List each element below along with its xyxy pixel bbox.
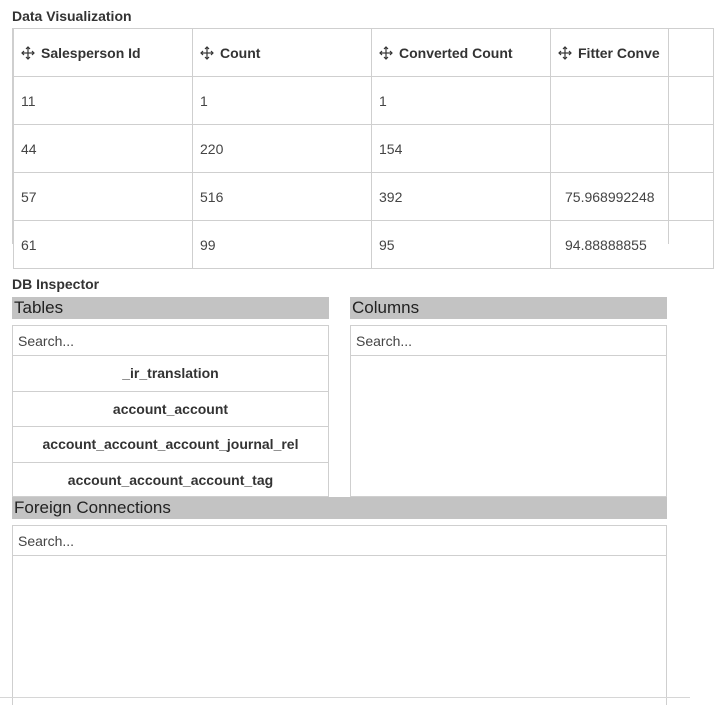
table-row	[14, 221, 714, 269]
columns-search-input[interactable]	[351, 326, 666, 356]
move-icon[interactable]	[558, 46, 572, 60]
tables-search-input[interactable]	[13, 326, 328, 356]
column-header-label: Fitter Conve	[578, 44, 660, 61]
table-row	[14, 77, 714, 125]
column-header-salesperson-id[interactable]	[14, 29, 193, 77]
table-list-item[interactable]: _ir_translation	[13, 356, 328, 392]
table-cell: 220	[193, 125, 372, 173]
table-cell: 94.88888855	[551, 221, 714, 269]
column-header-count[interactable]	[193, 29, 372, 77]
table-cell: 61	[14, 221, 193, 269]
move-icon[interactable]	[200, 46, 214, 60]
column-header-label: Count	[220, 44, 261, 61]
table-row	[14, 125, 714, 173]
table-header-row	[14, 29, 714, 77]
tables-header: Tables	[12, 297, 329, 319]
table-cell	[551, 77, 714, 125]
columns-header: Columns	[350, 297, 667, 319]
table-cell: 11	[14, 77, 193, 125]
table-cell	[551, 125, 714, 173]
table-cell: 154	[372, 125, 551, 173]
table-cell: 57	[14, 173, 193, 221]
table-cell: 75.968992248	[551, 173, 714, 221]
tables-panel	[12, 325, 329, 497]
foreign-connections-panel	[12, 525, 667, 705]
table-cell: 44	[14, 125, 193, 173]
table-row	[14, 173, 714, 221]
columns-panel	[350, 325, 667, 497]
move-icon[interactable]	[379, 46, 393, 60]
foreign-connections-header: Foreign Connections	[12, 497, 667, 519]
column-header-converted-count[interactable]	[372, 29, 551, 77]
column-header-label: Salesperson Id	[41, 44, 141, 61]
table-cell: 1	[193, 77, 372, 125]
data-visualization-title: Data Visualization	[12, 8, 132, 24]
column-header-label: Converted Count	[399, 44, 513, 61]
move-icon[interactable]	[21, 46, 35, 60]
db-inspector-title: DB Inspector	[12, 276, 100, 292]
table-list-item[interactable]: account_account	[13, 392, 328, 428]
table-cell: 99	[193, 221, 372, 269]
table-cell: 392	[372, 173, 551, 221]
data-visualization-table	[13, 28, 714, 269]
tables-list	[13, 356, 328, 498]
foreign-connections-search-input[interactable]	[13, 526, 666, 556]
table-cell: 516	[193, 173, 372, 221]
table-list-item[interactable]: account_account_account_journal_rel	[13, 427, 328, 463]
table-list-item[interactable]: account_account_account_tag	[67, 471, 274, 488]
divider	[0, 697, 690, 698]
table-cell: 1	[372, 77, 551, 125]
data-visualization-table-container[interactable]	[12, 28, 669, 253]
column-header-fitter-conversion[interactable]	[551, 29, 714, 77]
table-cell: 95	[372, 221, 551, 269]
